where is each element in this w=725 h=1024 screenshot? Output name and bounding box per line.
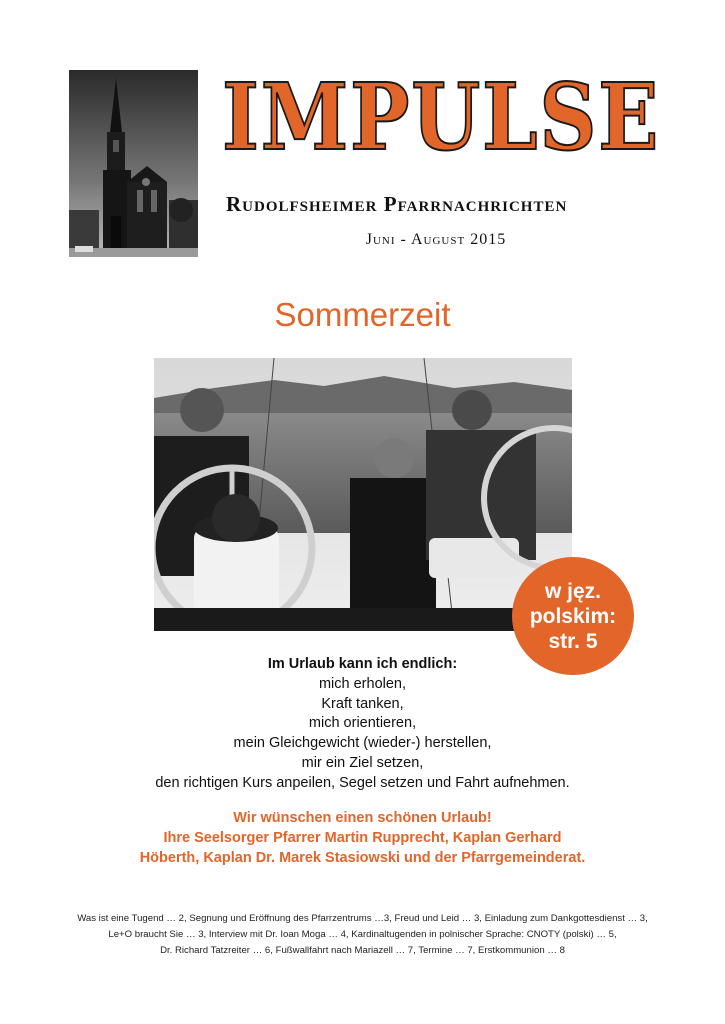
- poem-line: mich erholen,: [318, 675, 407, 692]
- badge-line-2: polskim:: [529, 604, 617, 628]
- wishes-line: Wir wünschen einen schönen Urlaub!: [233, 810, 492, 826]
- sailing-photo: [154, 358, 572, 631]
- wishes-line: Höberth, Kaplan Dr. Marek Stasiowski und der Pfarrgemeinderat.: [139, 850, 586, 866]
- toc-line: Was ist eine Tugend … 2, Segnung und Eröffnung des Pfarrzentrums …3, Freud und Leid … 3, Einladung zum Dankgottesdienst … 3,: [77, 913, 648, 924]
- poem: [120, 655, 605, 794]
- badge-line-3: str. 5: [548, 629, 598, 653]
- page-title: Sommerzeit: [274, 296, 451, 333]
- poem-line: mir ein Ziel setzen,: [301, 754, 424, 771]
- poem-lead: Im Urlaub kann ich endlich:: [267, 656, 458, 672]
- masthead: [222, 62, 662, 172]
- masthead-title: IMPULSE: [222, 63, 661, 171]
- wishes-line: Ihre Seelsorger Pfarrer Martin Rupprecht, Kaplan Gerhard: [163, 830, 562, 846]
- table-of-contents: [60, 911, 665, 959]
- poem-line: mein Gleichgewicht (wieder-) herstellen,: [233, 735, 492, 752]
- publication-subtitle: Rudolfsheimer Pfarrnachrichten: [226, 192, 568, 216]
- poem-line: Kraft tanken,: [321, 695, 404, 712]
- poem-line: den richtigen Kurs anpeilen, Segel setzen und Fahrt aufnehmen.: [155, 774, 570, 791]
- toc-line: Dr. Richard Tatzreiter … 6, Fußwallfahrt nach Mariazell … 7, Termine … 7, Erstkommunion … 8: [160, 945, 565, 956]
- wishes: [110, 808, 615, 868]
- toc-line: Le+O braucht Sie … 3, Interview mit Dr. Ioan Moga … 4, Kardinaltugenden in polnischer Sprache: CNOTY (polski) … 5,: [108, 929, 617, 940]
- badge-line-1: w jęz.: [544, 579, 602, 603]
- poem-line: mich orientieren,: [308, 715, 417, 732]
- issue-date: Juni - August 2015: [365, 231, 507, 248]
- church-photo: [69, 70, 198, 257]
